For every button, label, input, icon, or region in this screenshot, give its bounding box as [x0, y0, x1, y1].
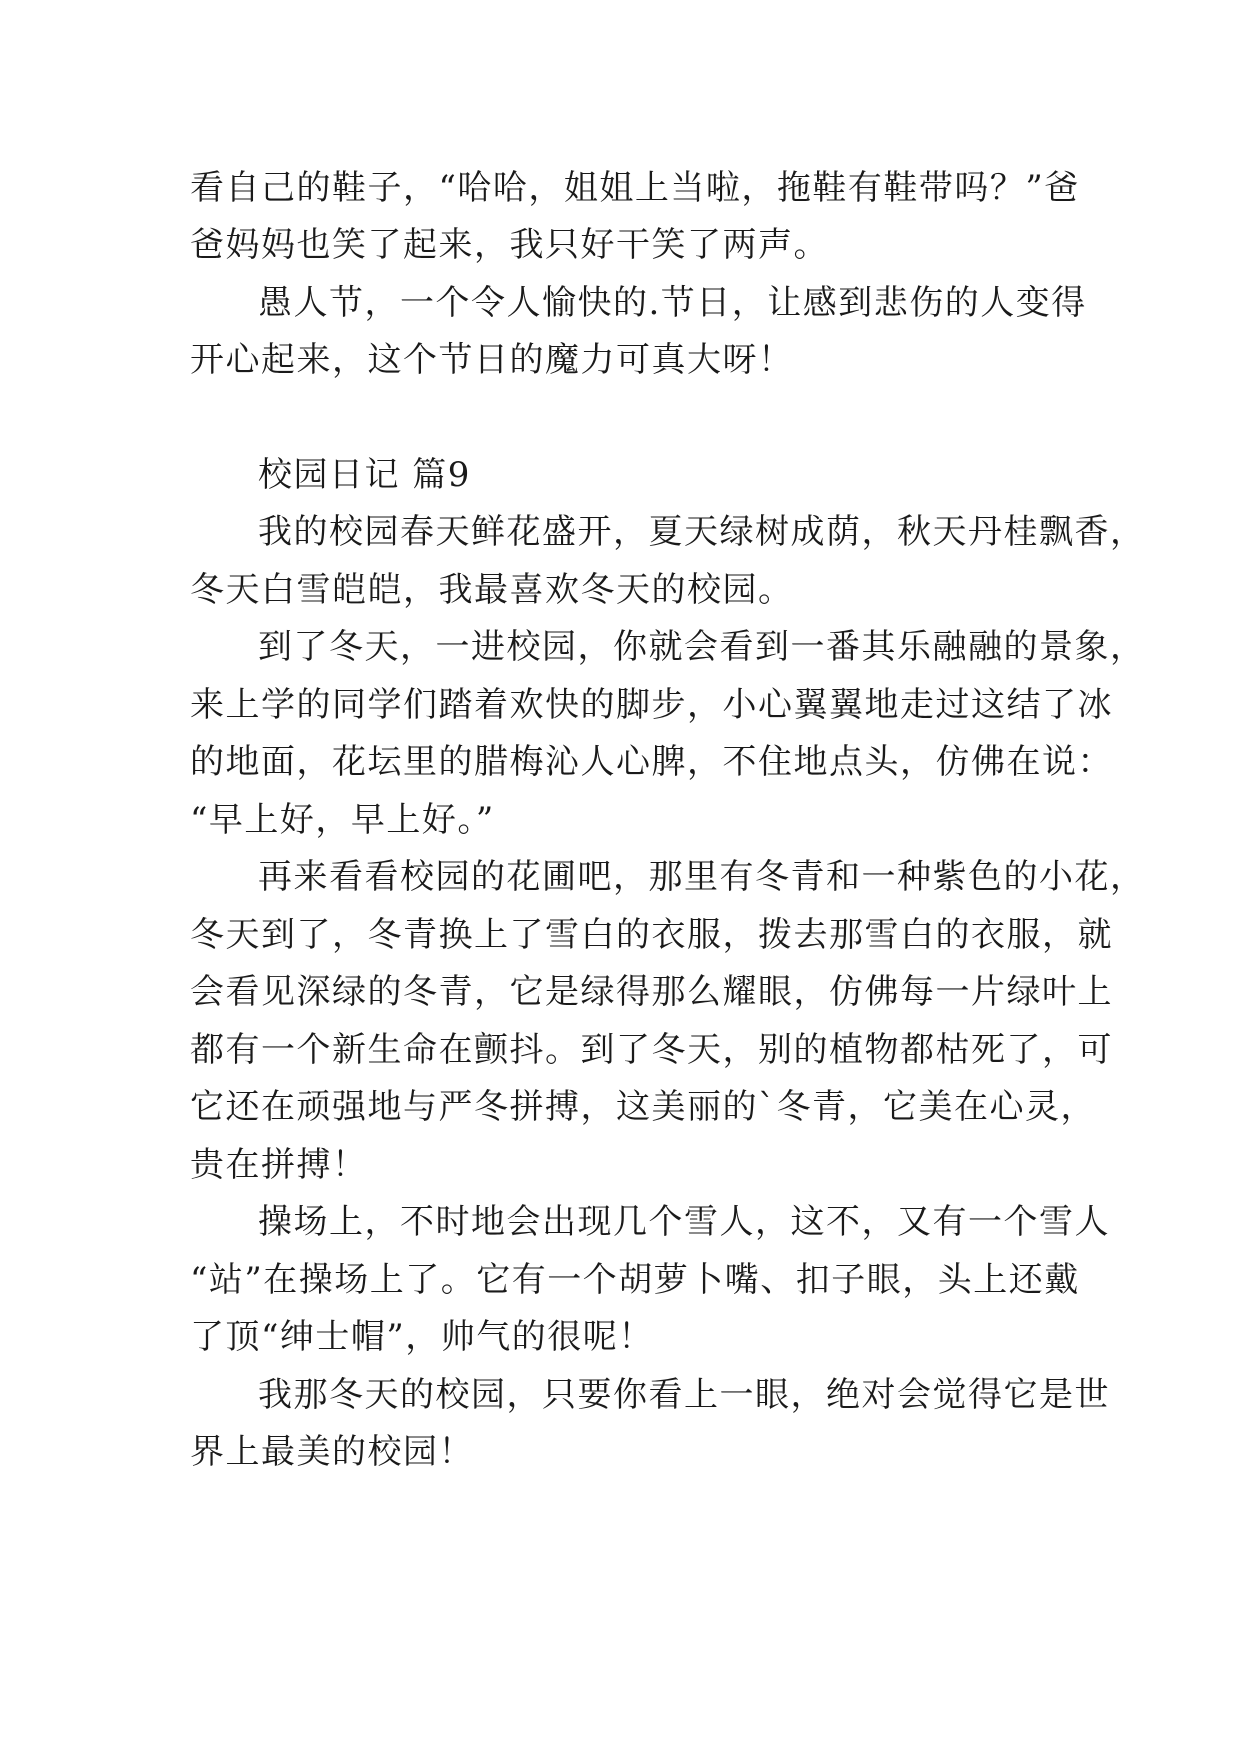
text-line: 都有一个新生命在颤抖。到了冬天，别的植物都枯死了，可 [190, 1030, 1113, 1070]
text-line: 我的校园春天鲜花盛开，夏天绿树成荫，秋天丹桂飘香， [258, 512, 1146, 552]
text-line: 愚人节，一个令人愉快的.节日，让感到悲伤的人变得 [258, 283, 1087, 323]
text-line: “站”在操场上了。它有一个胡萝卜嘴、扣子眼，头上还戴 [190, 1260, 1080, 1300]
text-line: 到了冬天，一进校园，你就会看到一番其乐融融的景象， [258, 627, 1146, 667]
text-line: 会看见深绿的冬青，它是绿得那么耀眼，仿佛每一片绿叶上 [190, 972, 1113, 1012]
text-line: “早上好，早上好。” [190, 800, 495, 840]
text-line: 冬天白雪皑皑，我最喜欢冬天的校园。 [190, 570, 794, 610]
text-line: 看自己的鞋子，“哈哈，姐姐上当啦，拖鞋有鞋带吗？”爸 [190, 168, 1080, 208]
section-heading: 校园日记 篇9 [258, 455, 471, 495]
text-line: 它还在顽强地与严冬拼搏，这美丽的`冬青，它美在心灵， [190, 1087, 1096, 1127]
text-line: 了顶“绅士帽”，帅气的很呢！ [190, 1317, 654, 1357]
text-line: 爸妈妈也笑了起来，我只好干笑了两声。 [190, 225, 829, 265]
text-line: 操场上，不时地会出现几个雪人，这不，又有一个雪人 [258, 1202, 1110, 1242]
text-line: 再来看看校园的花圃吧，那里有冬青和一种紫色的小花， [258, 857, 1146, 897]
text-line: 来上学的同学们踏着欢快的脚步，小心翼翼地走过这结了冰 [190, 685, 1113, 725]
text-line: 开心起来，这个节日的魔力可真大呀！ [190, 340, 794, 380]
text-line: 界上最美的校园！ [190, 1432, 474, 1472]
text-line: 贵在拼搏！ [190, 1145, 368, 1185]
text-line: 我那冬天的校园，只要你看上一眼，绝对会觉得它是世 [258, 1375, 1110, 1415]
text-line: 的地面，花坛里的腊梅沁人心脾，不住地点头，仿佛在说： [190, 742, 1113, 782]
text-line: 冬天到了，冬青换上了雪白的衣服，拨去那雪白的衣服，就 [190, 915, 1113, 955]
